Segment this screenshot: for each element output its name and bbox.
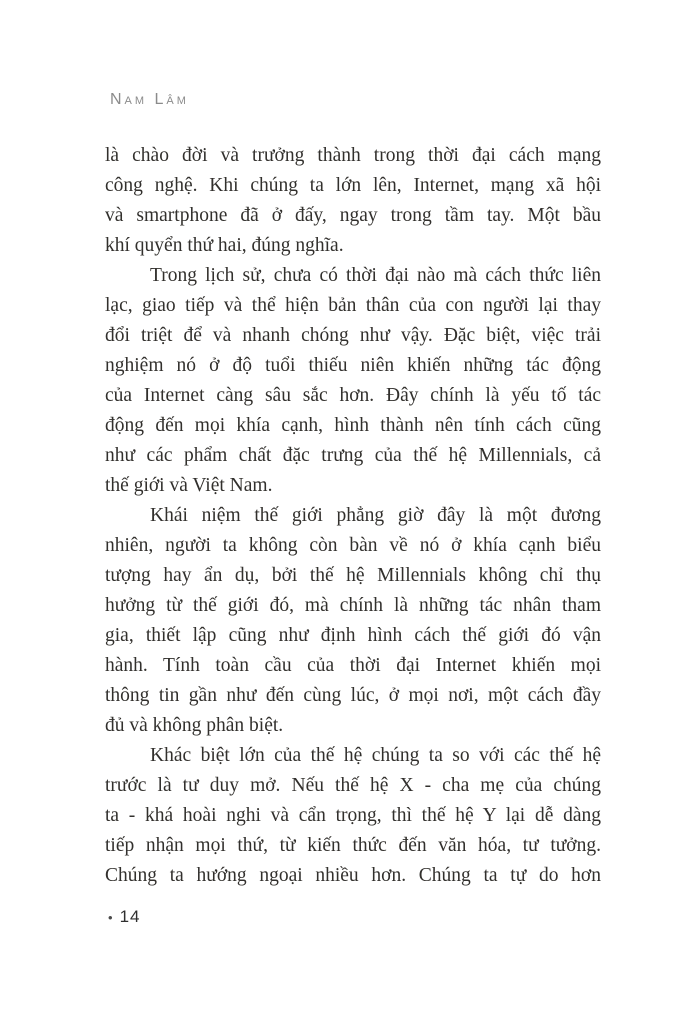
text-line: công nghệ. Khi chúng ta lớn lên, Internet, mạng xã hội [105,175,601,196]
text-line: Khái niệm thế giới phẳng giờ đây là một đương [150,505,601,526]
text-line: hưởng từ thế giới đó, mà chính là những tác nhân tham [105,595,601,616]
text-line: động đến mọi khía cạnh, hình thành nên tính cách cũng [105,415,601,436]
text-line: Khác biệt lớn của thế hệ chúng ta so với các thế hệ [150,745,601,766]
text-line: hành. Tính toàn cầu của thời đại Internet khiến mọi [105,655,601,676]
paragraph [105,501,601,741]
text-line: nhiên, người ta không còn bàn về nó ở khía cạnh biểu [105,535,601,556]
text-line: tiếp nhận mọi thứ, từ kiến thức đến văn hóa, tư tưởng. [105,835,601,856]
text-line: lạc, giao tiếp và thể hiện bản thân của con người lại thay [105,295,601,316]
page-footer [108,907,140,927]
footer-bullet: • [108,909,113,925]
text-line: trước là tư duy mở. Nếu thế hệ X - cha mẹ của chúng [105,775,601,796]
text-line: thế giới và Việt Nam. [105,475,273,496]
text-line: và smartphone đã ở đấy, ngay trong tầm tay. Một bầu [105,205,601,226]
text-line: khí quyển thứ hai, đúng nghĩa. [105,235,344,256]
text-line: đủ và không phân biệt. [105,715,284,736]
text-line: Chúng ta hướng ngoại nhiều hơn. Chúng ta tự do hơn [105,865,601,886]
text-line: ta - khá hoài nghi và cẩn trọng, thì thế hệ Y lại dễ dàng [105,805,601,826]
text-line: nghiệm nó ở độ tuổi thiếu niên khiến những tác động [105,355,601,376]
text-line: tượng hay ẩn dụ, bởi thế hệ Millennials không chỉ thụ [105,565,601,586]
text-line: như các phẩm chất đặc trưng của thế hệ Millennials, cả [105,445,601,466]
body-text [105,141,601,891]
text-line: thông tin gần như đến cùng lúc, ở mọi nơi, một cách đầy [105,685,601,706]
paragraph [105,261,601,501]
paragraph [105,741,601,891]
text-line: đổi triệt để và nhanh chóng như vậy. Đặc biệt, việc trải [105,325,601,346]
text-line: của Internet càng sâu sắc hơn. Đây chính là yếu tố tác [105,385,601,406]
text-line: là chào đời và trưởng thành trong thời đại cách mạng [105,145,601,166]
running-header: Nam Lâm [110,91,189,108]
page-number: 14 [119,907,141,926]
paragraph [105,141,601,261]
text-line: gia, thiết lập cũng như định hình cách thế giới đó vận [105,625,601,646]
text-line: Trong lịch sử, chưa có thời đại nào mà cách thức liên [150,265,601,286]
